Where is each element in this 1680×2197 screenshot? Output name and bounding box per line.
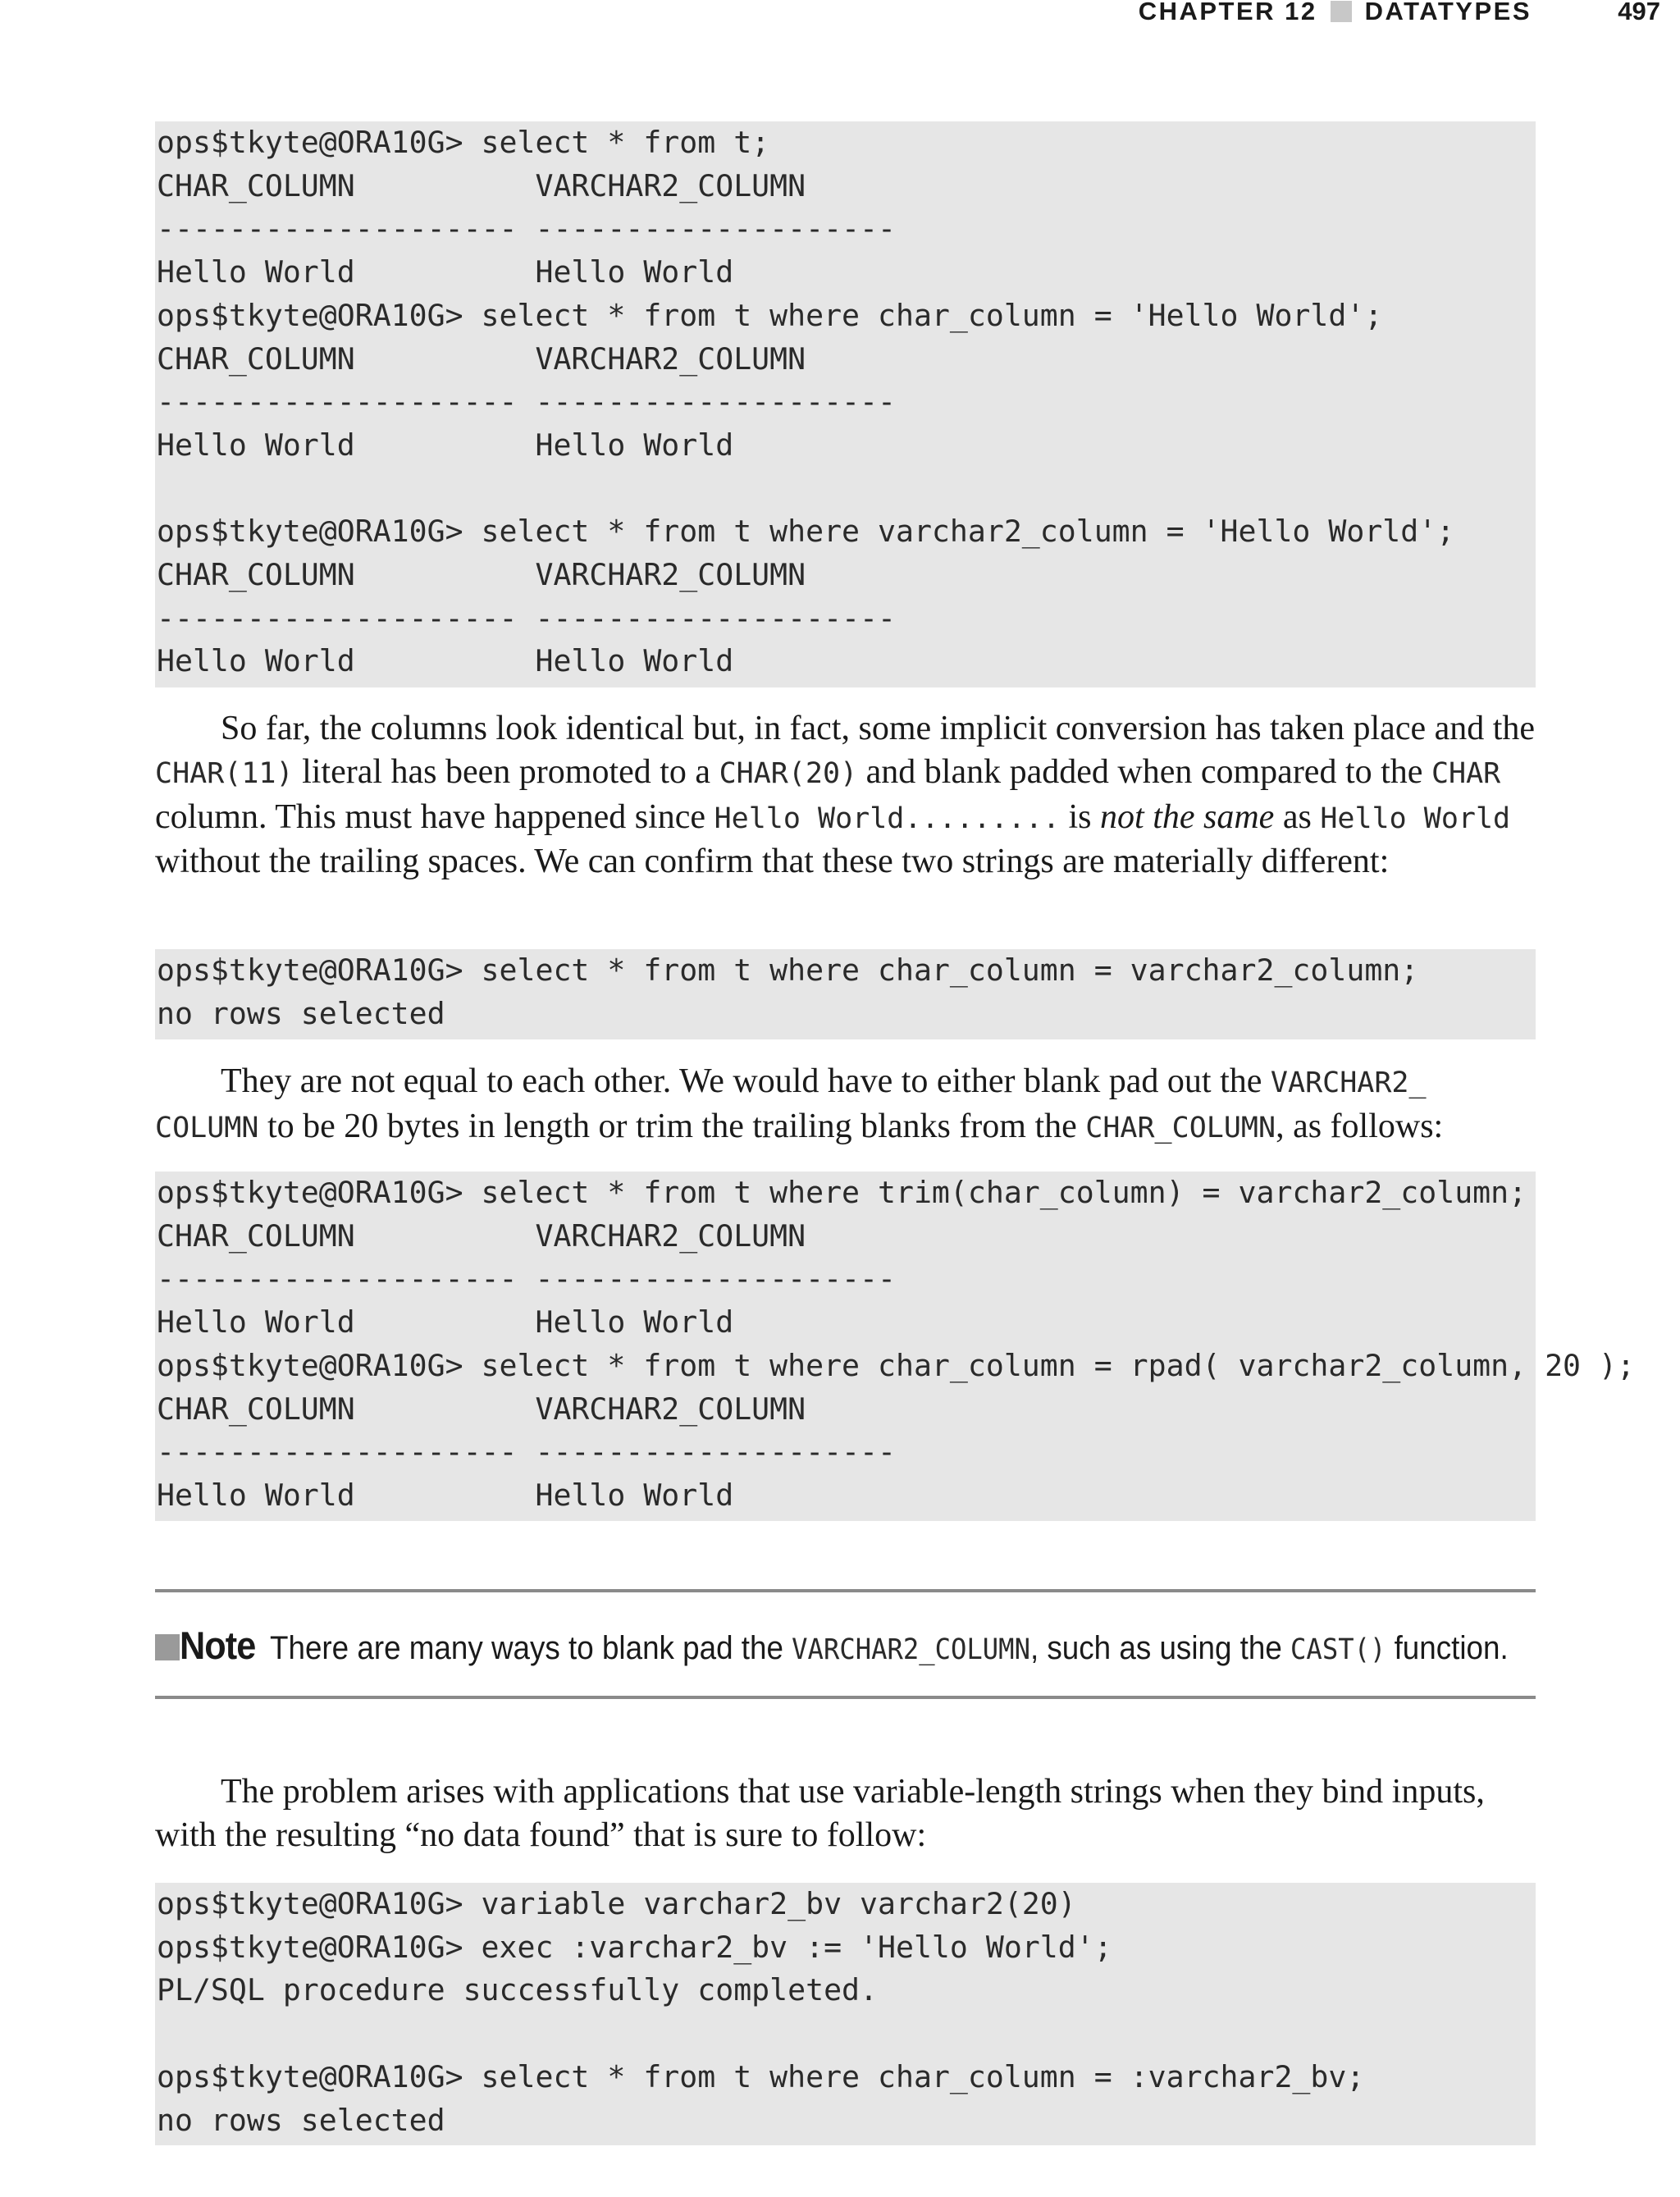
note-callout: [155, 1623, 1550, 1672]
note-text: There are many ways to blank pad the VARCHAR2_COLUMN, such as using the CAST() function.: [270, 1630, 1509, 1666]
code-block-no-rows: ops$tkyte@ORA10G> select * from t where char_column = varchar2_column; no rows selected: [155, 949, 1536, 1039]
code-block-bind-variable: ops$tkyte@ORA10G> variable varchar2_bv varchar2(20) ops$tkyte@ORA10G> exec :varchar2_bv := 'Hello World'; PL/SQL procedure successfully completed. ops$tkyte@ORA10G> select * from t where char_column = :varchar2_bv; no rows selected: [155, 1883, 1536, 2145]
code-block-select-queries: ops$tkyte@ORA10G> select * from t; CHAR_COLUMN VARCHAR2_COLUMN -------------------- -------------------- Hello World Hello World ops$tkyte@ORA10G> select * from t where char_column = 'Hello World'; CHAR_COLUMN VARCHAR2_COLUMN -------------------- -------------------- Hello World Hello World ops$tkyte@ORA10G> select * from t where varchar2_column = 'Hello World'; CHAR_COLUMN VARCHAR2_COLUMN -------------------- -------------------- Hello World Hello World: [155, 121, 1536, 687]
running-header: [0, 0, 1680, 33]
paragraph-bind-problem: The problem arises with applications that use variable-length strings when they bind inputs, with the resulting “no data found” that is sure to follow:: [155, 1773, 1485, 1854]
section-label: DATATYPES: [1364, 0, 1532, 25]
paragraph-implicit-conversion: So far, the columns look identical but, in fact, some implicit conversion has taken place and the CHAR(11) literal has been promoted to a CHAR(20) and blank padded when compared to the CHAR column. This must have happened since Hello World......... is not the same as Hello World without the trailing spaces. We can confirm that these two strings are materially different:: [155, 710, 1536, 881]
note-bottom-rule: [155, 1696, 1536, 1699]
note-top-rule: [155, 1589, 1536, 1592]
note-marker-icon: [155, 1634, 180, 1660]
separator-square-icon: [1331, 1, 1352, 22]
note-label: Note: [180, 1624, 256, 1667]
page-number: 497: [1618, 0, 1660, 25]
paragraph-not-equal: They are not equal to each other. We would have to either blank pad out the VARCHAR2_ COLUMN to be 20 bytes in length or trim the trailing blanks from the CHAR_COLUMN, as follows:: [155, 1062, 1444, 1145]
chapter-heading: [1139, 0, 1532, 26]
code-block-trim-rpad: ops$tkyte@ORA10G> select * from t where trim(char_column) = varchar2_column; CHAR_COLUMN VARCHAR2_COLUMN -------------------- -------------------- Hello World Hello World ops$tkyte@ORA10G> select * from t where char_column = rpad( varchar2_column, 20 ); CHAR_COLUMN VARCHAR2_COLUMN -------------------- -------------------- Hello World Hello World: [155, 1172, 1536, 1521]
chapter-label: CHAPTER 12: [1138, 0, 1317, 25]
